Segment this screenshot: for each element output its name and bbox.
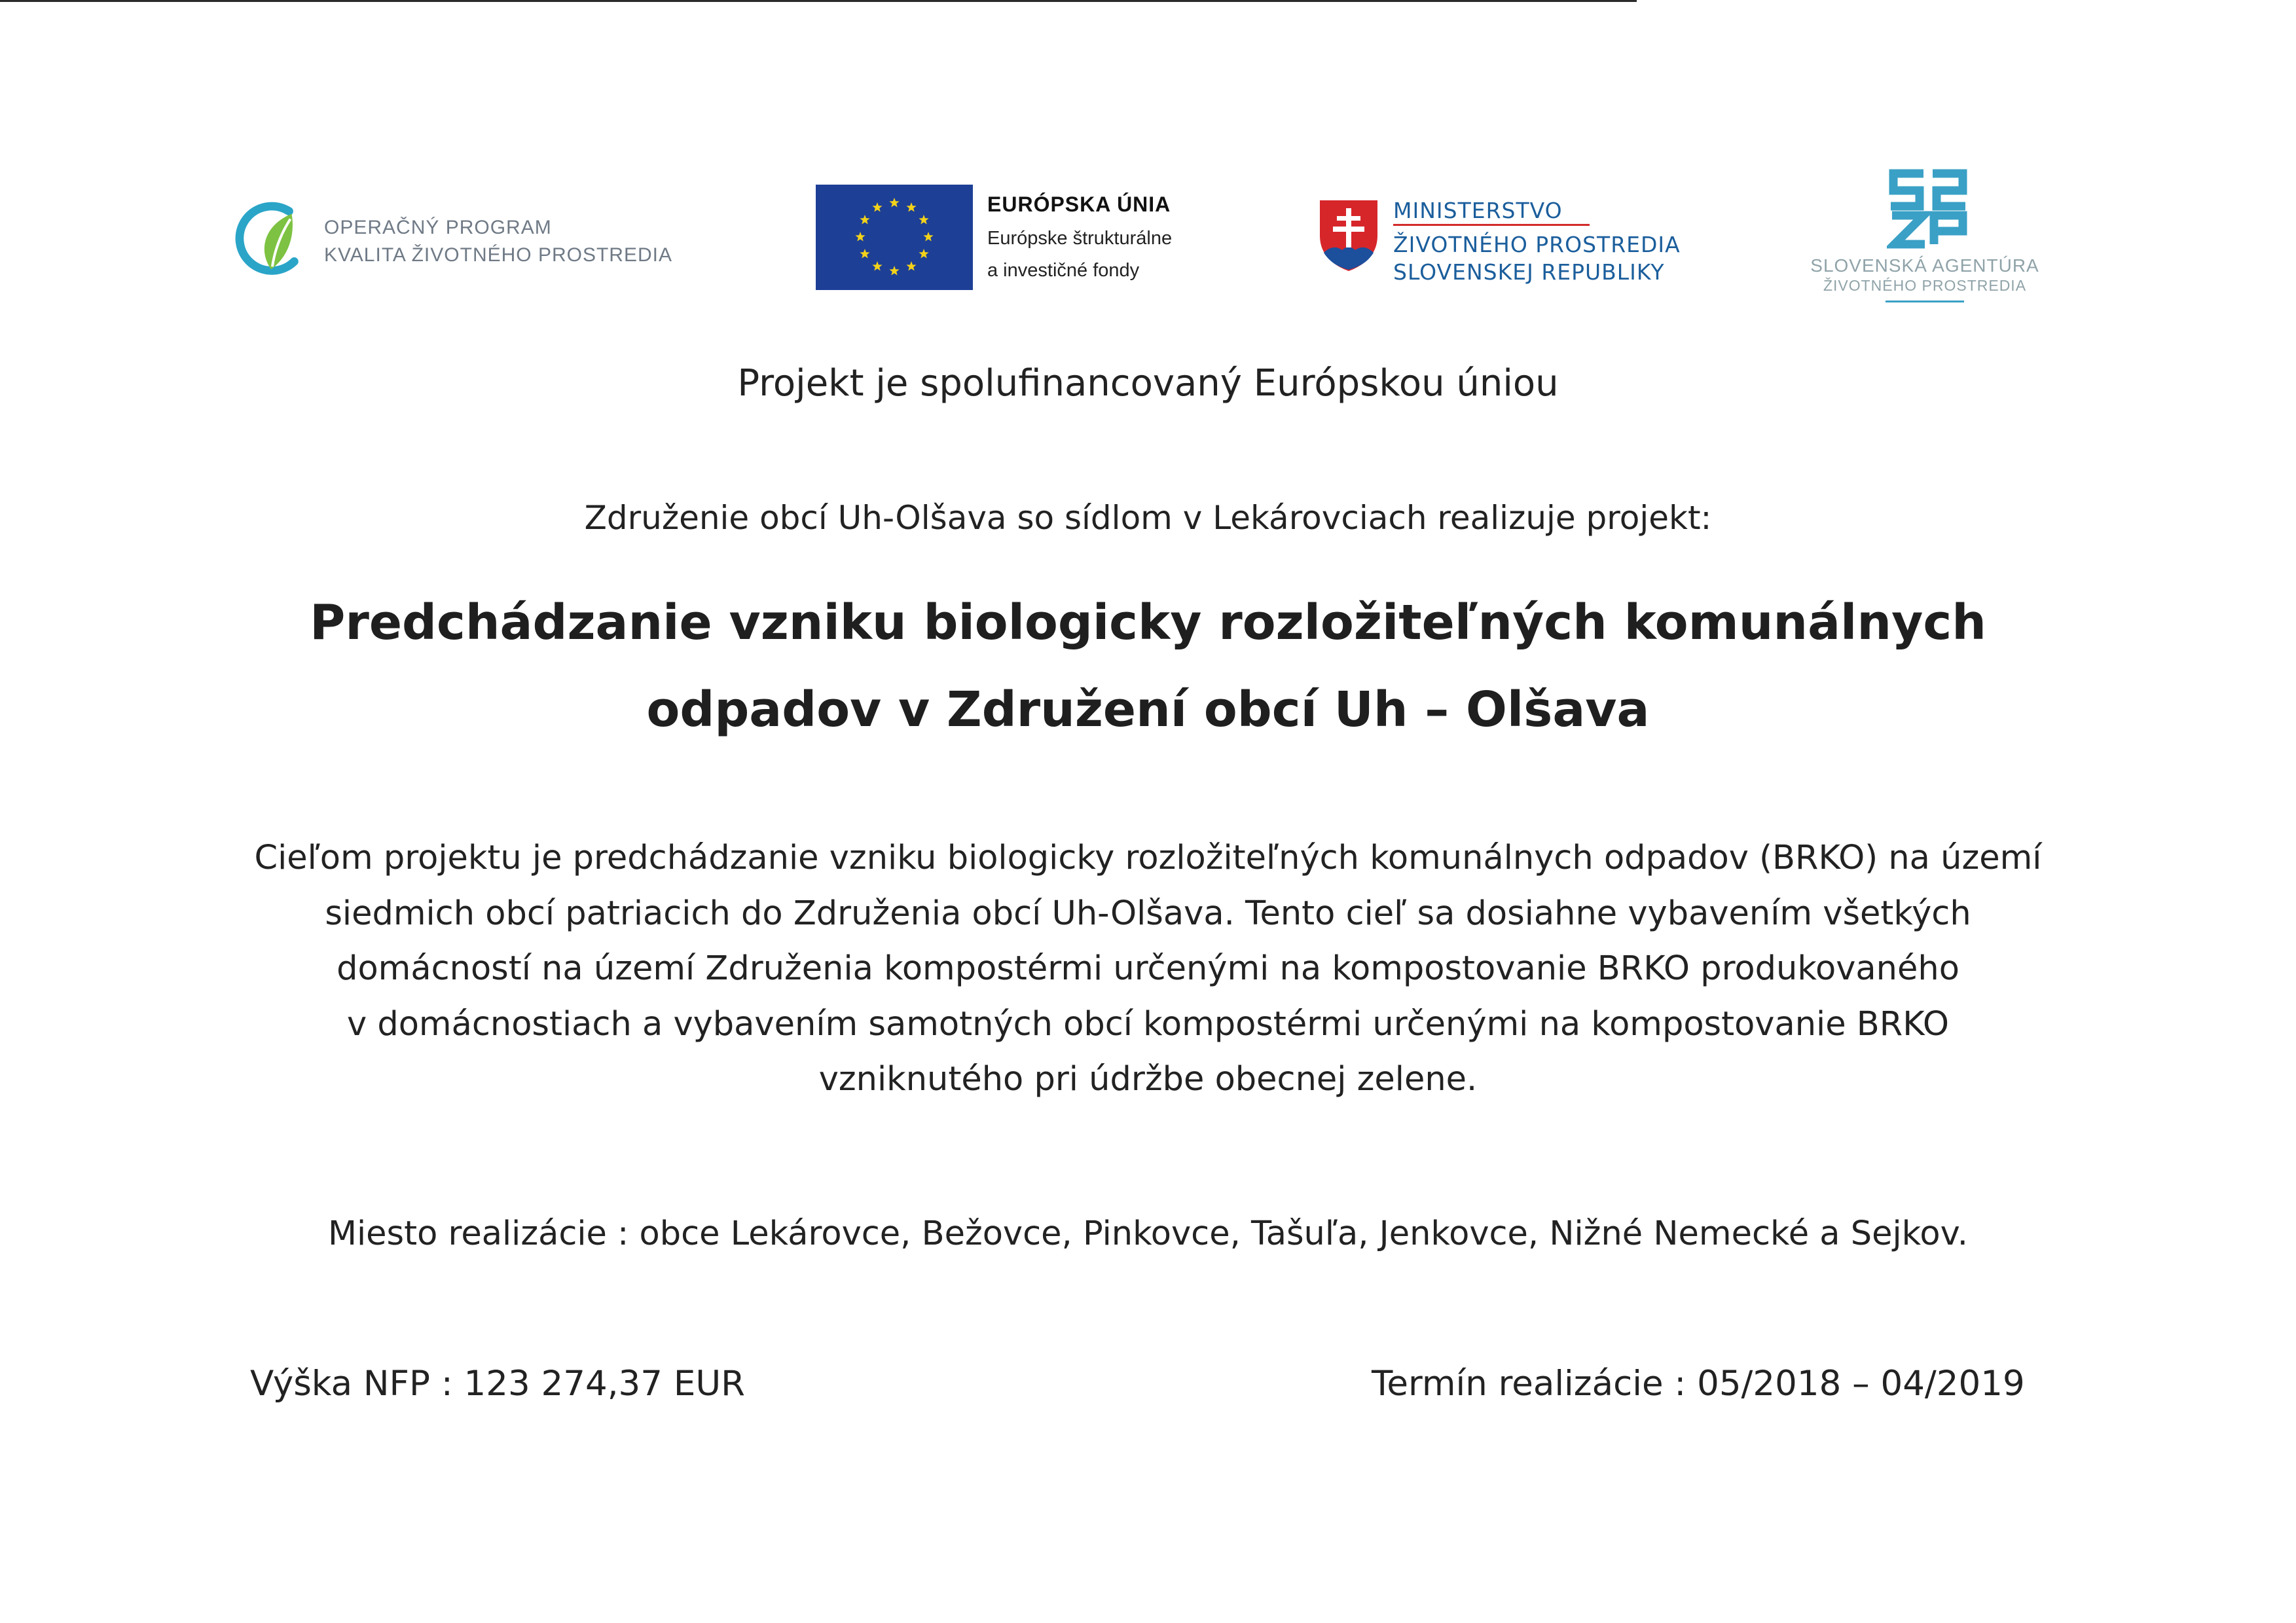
sazp-line1: SLOVENSKÁ AGENTÚRA [1810,255,2039,276]
leaf-circle-icon [232,200,310,277]
scan-edge-line [0,0,1637,2]
project-title [0,579,2296,754]
project-description [0,831,2296,1108]
description-line: Cieľom projektu je predchádzanie vzniku biologicky rozložiteľných komunálnych odpadov (BRKO) na území [254,839,2042,877]
sazp-logo [1794,167,2056,308]
description-line: siedmich obcí patriacich do Združenia obcí Uh-Olšava. Tento cieľ sa dosiahne vybavením všetkých [325,894,1971,933]
description-line: v domácnostiach a vybavením samotných obcí kompostérmi určenými na kompostovanie BRKO [346,1004,1950,1044]
description-line: domácností na území Združenia kompostérmi určenými na kompostovanie BRKO produkovaného [337,949,1959,988]
realization-term: Termín realizácie : 05/2018 – 04/2019 [1372,1364,2025,1404]
ministry-line2: ŽIVOTNÉHO PROSTREDIA [1393,232,1681,257]
ministry-line3: SLOVENSKEJ REPUBLIKY [1393,259,1665,285]
sazp-emblem-icon [1887,167,1969,249]
eu-flag-icon [816,185,973,290]
project-title-line: odpadov v Združení obcí Uh – Olšava [646,682,1650,738]
project-title-line: Predchádzanie vzniku biologicky rozložiteľných komunálnych [310,594,1986,651]
cofinanced-statement: Projekt je spolufinancovaný Európskou úniou [737,362,1559,405]
nfp-amount: Výška NFP : 123 274,37 EUR [250,1364,745,1404]
slovak-coat-of-arms-icon [1317,198,1380,272]
eu-line2: a investičné fondy [987,260,1140,281]
op-program-line1: OPERAČNÝ PROGRAM [324,217,552,238]
description-line: vzniknutého pri údržbe obecnej zelene. [818,1060,1478,1099]
eu-line1: Európske štrukturálne [987,228,1173,249]
eu-title: EURÓPSKA ÚNIA [987,192,1171,216]
sazp-line2: ŽIVOTNÉHO PROSTREDIA [1823,277,2027,294]
ministry-logo [1317,194,1789,299]
sazp-accent-rule [1886,301,1964,302]
eu-logo [816,185,1222,293]
intro-text: Združenie obcí Uh-Olšava so sídlom v Lekárovciach realizuje projekt: [584,499,1712,537]
ministry-line1: MINISTERSTVO [1393,198,1563,223]
op-program-logo [232,193,730,285]
op-program-line2: KVALITA ŽIVOTNÉHO PROSTREDIA [324,244,672,266]
realization-place: Miesto realizácie : obce Lekárovce, Bežovce, Pinkovce, Tašuľa, Jenkovce, Nižné Nemecké a Sejkov. [327,1214,1969,1253]
